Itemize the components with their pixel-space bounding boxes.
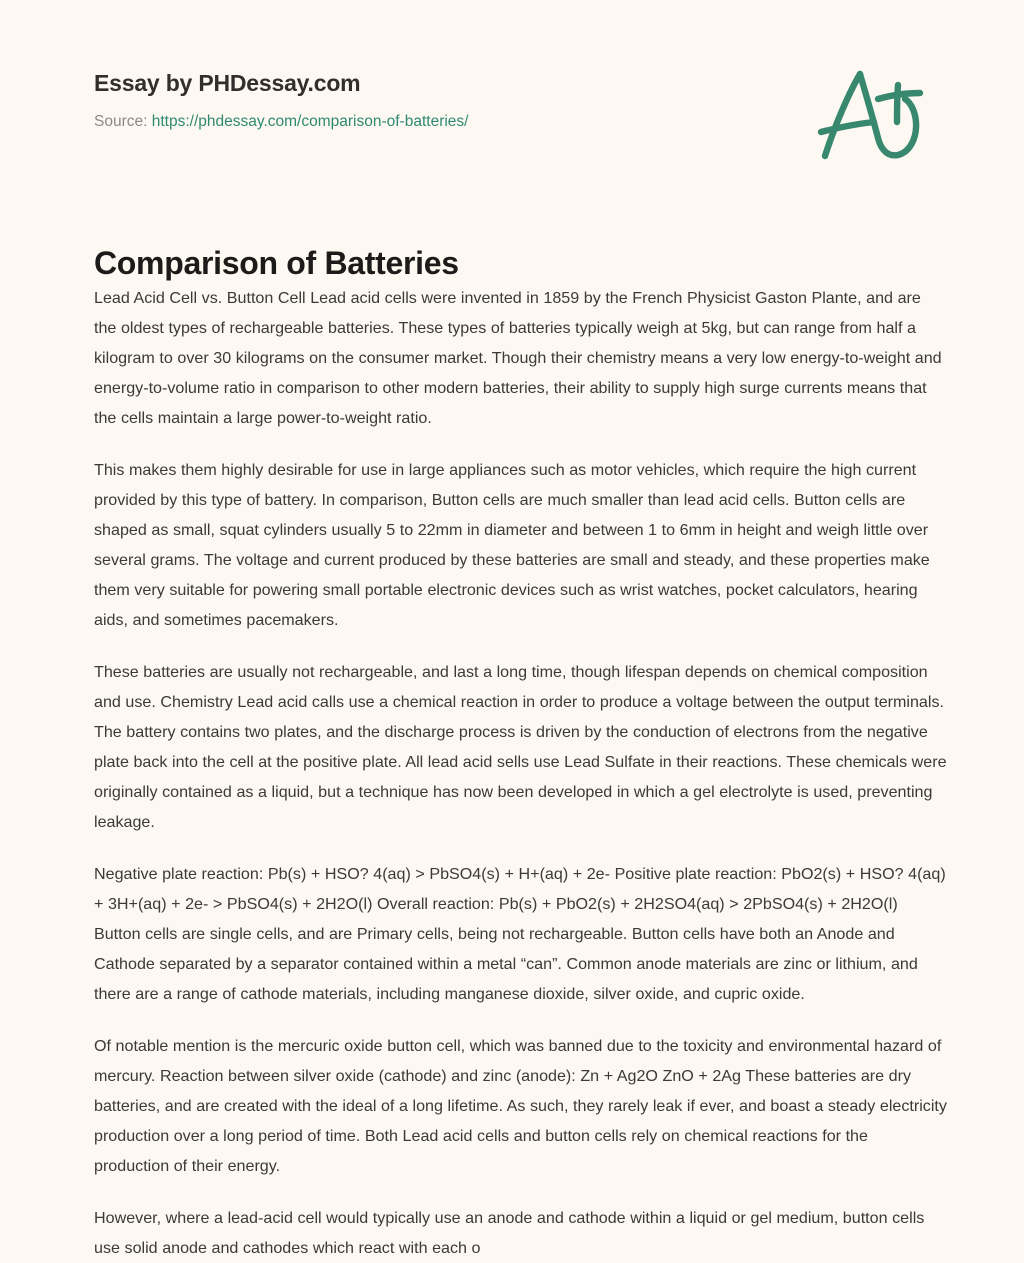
source-url-link[interactable]: https://phdessay.com/comparison-of-batteries/ [151, 113, 469, 130]
a-plus-logo-svg [812, 60, 932, 164]
paragraph: However, where a lead-acid cell would typically use an anode and cathode within a liquid or gel medium, button cells use solid anode and cathodes which react with each o [94, 1209, 925, 1257]
paragraph: These batteries are usually not rechargeable, and last a long time, though lifespan depends on chemical composition and use. Chemistry Lead acid calls use a chemical reaction in order to produce a voltage between the output terminals. The battery contains two plates, and the discharge process is driven by the conduction of electrons from the negative plate back into the cell at the positive plate. All lead acid sells use Lead Sulfate in their reactions. These chemicals were originally contained as a liquid, but a technique has now been developed in which a gel electrolyte is used, preventing leakage. [94, 663, 947, 831]
paragraph: Of notable mention is the mercuric oxide button cell, which was banned due to the toxicity and environmental hazard of mercury. Reaction between silver oxide (cathode) and zinc (anode): Zn + Ag2O ZnO + 2Ag These batteries are dry batteries, and are created with the ideal of a long lifetime. As such, they rarely leak if ever, and boast a steady electricity production over a long period of time. Both Lead acid cells and button cells rely on chemical reactions for the production of their energy. [94, 1037, 947, 1175]
paragraph: This makes them highly desirable for use in large appliances such as motor vehicles, which require the high current provided by this type of battery. In comparison, Button cells are much smaller than lead acid cells. Button cells are shaped as small, squat cylinders usually 5 to 22mm in diameter and between 1 to 6mm in height and weigh little over several grams. The voltage and current produced by these batteries are small and steady, and these properties make them very suitable for powering small portable electronic devices such as wrist watches, pocket calculators, hearing aids, and sometimes pacemakers. [94, 461, 930, 629]
source-line [94, 111, 794, 133]
paragraph: Negative plate reaction: Pb(s) + HSO? 4(aq) > PbSO4(s) + H+(aq) + 2e- Positive plate reaction: PbO2(s) + HSO? 4(aq) + 3H+(aq) + 2e- > PbSO4(s) + 2H2O(l) Overall reaction: Pb(s) + PbO2(s) + 2H2SO4(aq) > 2PbSO4(s) + 2H2O(l) Button cells are single cells, and are Primary cells, being not rechargeable. Button cells have both an Anode and Cathode separated by a separator contained within a metal “can”. Common anode materials are zinc or lithium, and there are a range of cathode materials, including manganese dioxide, silver oxide, and cupric oxide. [94, 865, 946, 1003]
a-plus-logo-icon [812, 60, 932, 164]
essay-body [94, 283, 947, 1263]
page-title: Comparison of Batteries [94, 245, 459, 282]
source-label: Source: [94, 113, 148, 130]
paragraph: Lead Acid Cell vs. Button Cell Lead acid cells were invented in 1859 by the French Physicist Gaston Plante, and are the oldest types of rechargeable batteries. These types of batteries typically weigh at 5kg, but can range from half a kilogram to over 30 kilograms on the consumer market. Though their chemistry means a very low energy-to-weight and energy-to-volume ratio in comparison to other modern batteries, their ability to supply high surge currents means that the cells maintain a large power-to-weight ratio. [94, 289, 942, 427]
page-header [94, 68, 794, 133]
brand-byline: Essay by PHDessay.com [94, 70, 361, 96]
